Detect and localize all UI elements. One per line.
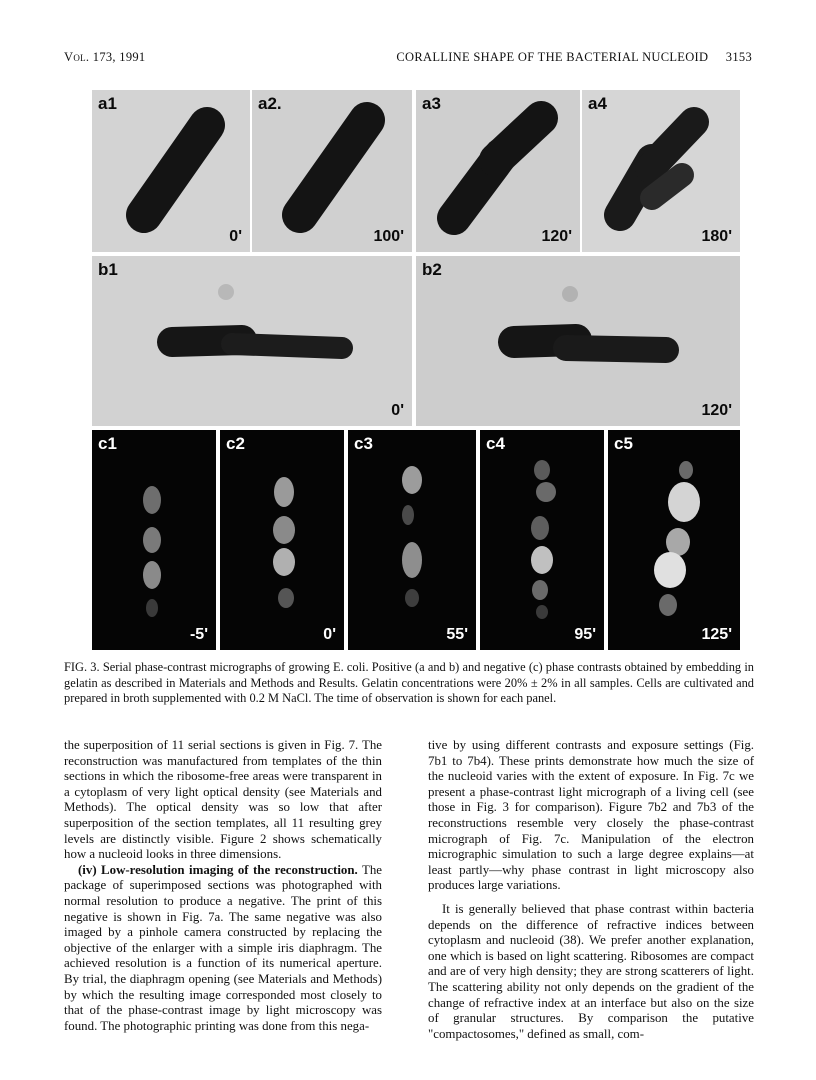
panel-time: 0' bbox=[229, 228, 242, 245]
figure-caption bbox=[64, 660, 754, 707]
panel-time: -5' bbox=[189, 626, 208, 643]
panel-label: c3 bbox=[354, 434, 373, 453]
running-header bbox=[64, 50, 752, 68]
paragraph-text: The package of superimposed sections was photographed with normal resolution to produce a negative. The print of this negative is shown in Fig. 7a. The same negative was also imaged by a pinhole camera constructed by replacing the objective of the enlarger with a simple iris diaphragm. The achieved resolution is a function of its numerical aperture. By trial, the diaphragm opening (see Materials and Methods) by which the resulting image corresponded most closely to that of the phase-contrast image by light microscopy was found. The photographic printing was done from this nega- bbox=[64, 862, 382, 1033]
header-right bbox=[382, 50, 752, 65]
running-title: CORALLINE SHAPE OF THE BACTERIAL NUCLEOID bbox=[396, 50, 709, 64]
panel-time: 125' bbox=[701, 626, 732, 643]
nucleoid-image bbox=[220, 430, 344, 650]
panel-time: 95' bbox=[574, 626, 596, 643]
panel-label: c1 bbox=[98, 434, 117, 453]
panel-label: a1 bbox=[98, 94, 117, 113]
panel-label: a3 bbox=[422, 94, 441, 113]
body-column-right bbox=[428, 738, 754, 1042]
micrograph-a4 bbox=[582, 90, 740, 252]
nucleoid-image bbox=[608, 430, 740, 650]
caption-text: Serial phase-contrast micrographs of growing E. coli. Positive (a and b) and negative (c) phase contrasts obtained by embedding in gelatin as described in Materials and Methods and Results. Gelatin concentrations were 20% ± 2% in all samples. Cells are cultivated and prepared in broth supplemented with 0.2 M NaCl. The time of observation is shown for each panel. bbox=[64, 660, 754, 705]
filament-cell-image bbox=[92, 256, 412, 426]
paragraph bbox=[64, 863, 382, 1035]
micrograph-b2 bbox=[416, 256, 740, 426]
paragraph: It is generally believed that phase contrast within bacteria depends on the difference of refractive indices between cytoplasm and nucleoid (38). We prefer another explanation, one which is based on light scattering. Ribosomes are compact and are of very high density; they are strong scatterers of light. The scattering ability not only depends on the gradient of the change of refractive index at an interface but also on the size of granular structures. By comparison the putative "compactosomes," defined as small, com- bbox=[428, 901, 754, 1041]
page-number: 3153 bbox=[725, 50, 752, 64]
micrograph-c3 bbox=[348, 430, 476, 650]
paragraph: tive by using different contrasts and exposure settings (Fig. 7b1 to 7b4). These prints demonstrate how much the size of the nucleoid varies with the extent of exposure. In Fig. 7c we present a phase-contrast light micrograph of a living cell (see those in Fig. 3 for comparison). Figure 7b2 and 7b3 of the reconstructions resemble very closely the phase-contrast micrograph of Fig. 7c. Manipulation of the electron micrographic simulation to such a large degree explains—at least partly—why phase contrast in light microscopy also produces large variations. bbox=[428, 738, 754, 893]
panel-label: c4 bbox=[486, 434, 505, 453]
panel-time: 180' bbox=[701, 228, 732, 245]
body-column-left bbox=[64, 738, 382, 1034]
rod-cell-image bbox=[92, 90, 250, 252]
panel-time: 0' bbox=[391, 402, 404, 419]
micrograph-a3 bbox=[416, 90, 580, 252]
micrograph-c5 bbox=[608, 430, 740, 650]
micrograph-b1 bbox=[92, 256, 412, 426]
panel-label: c5 bbox=[614, 434, 633, 453]
nucleoid-image bbox=[92, 430, 216, 650]
micrograph-a1 bbox=[92, 90, 250, 252]
nucleoid-image bbox=[348, 430, 476, 650]
nucleoid-image bbox=[480, 430, 604, 650]
panel-time: 120' bbox=[701, 402, 732, 419]
journal-volume: Vol. 173, 1991 bbox=[64, 50, 146, 64]
filament-cell-image bbox=[416, 256, 740, 426]
panel-label: a4 bbox=[588, 94, 607, 113]
micrograph-c4 bbox=[480, 430, 604, 650]
panel-label: b1 bbox=[98, 260, 118, 279]
section-heading: (iv) Low-resolution imaging of the reconstruction. bbox=[78, 862, 358, 877]
panel-time: 120' bbox=[541, 228, 572, 245]
panel-time: 0' bbox=[323, 626, 336, 643]
panel-time: 55' bbox=[446, 626, 468, 643]
caption-prefix: FIG. 3. bbox=[64, 660, 100, 674]
panel-label: b2 bbox=[422, 260, 442, 279]
micrograph-c1 bbox=[92, 430, 216, 650]
panel-label: c2 bbox=[226, 434, 245, 453]
panel-label: a2. bbox=[258, 94, 282, 113]
micrograph-a2 bbox=[252, 90, 412, 252]
panel-time: 100' bbox=[373, 228, 404, 245]
micrograph-c2 bbox=[220, 430, 344, 650]
paragraph: the superposition of 11 serial sections is given in Fig. 7. The reconstruction was manufactured from templates of the thin sections in which the ribosome-free areas were transparent in a cytoplasm of very light optical density (see Materials and Methods). The optical density was so low that after superposition of the section templates, all 11 resulting grey levels are distinctly visible. Figure 2 shows schematically how a nucleoid looks in three dimensions. bbox=[64, 738, 382, 862]
